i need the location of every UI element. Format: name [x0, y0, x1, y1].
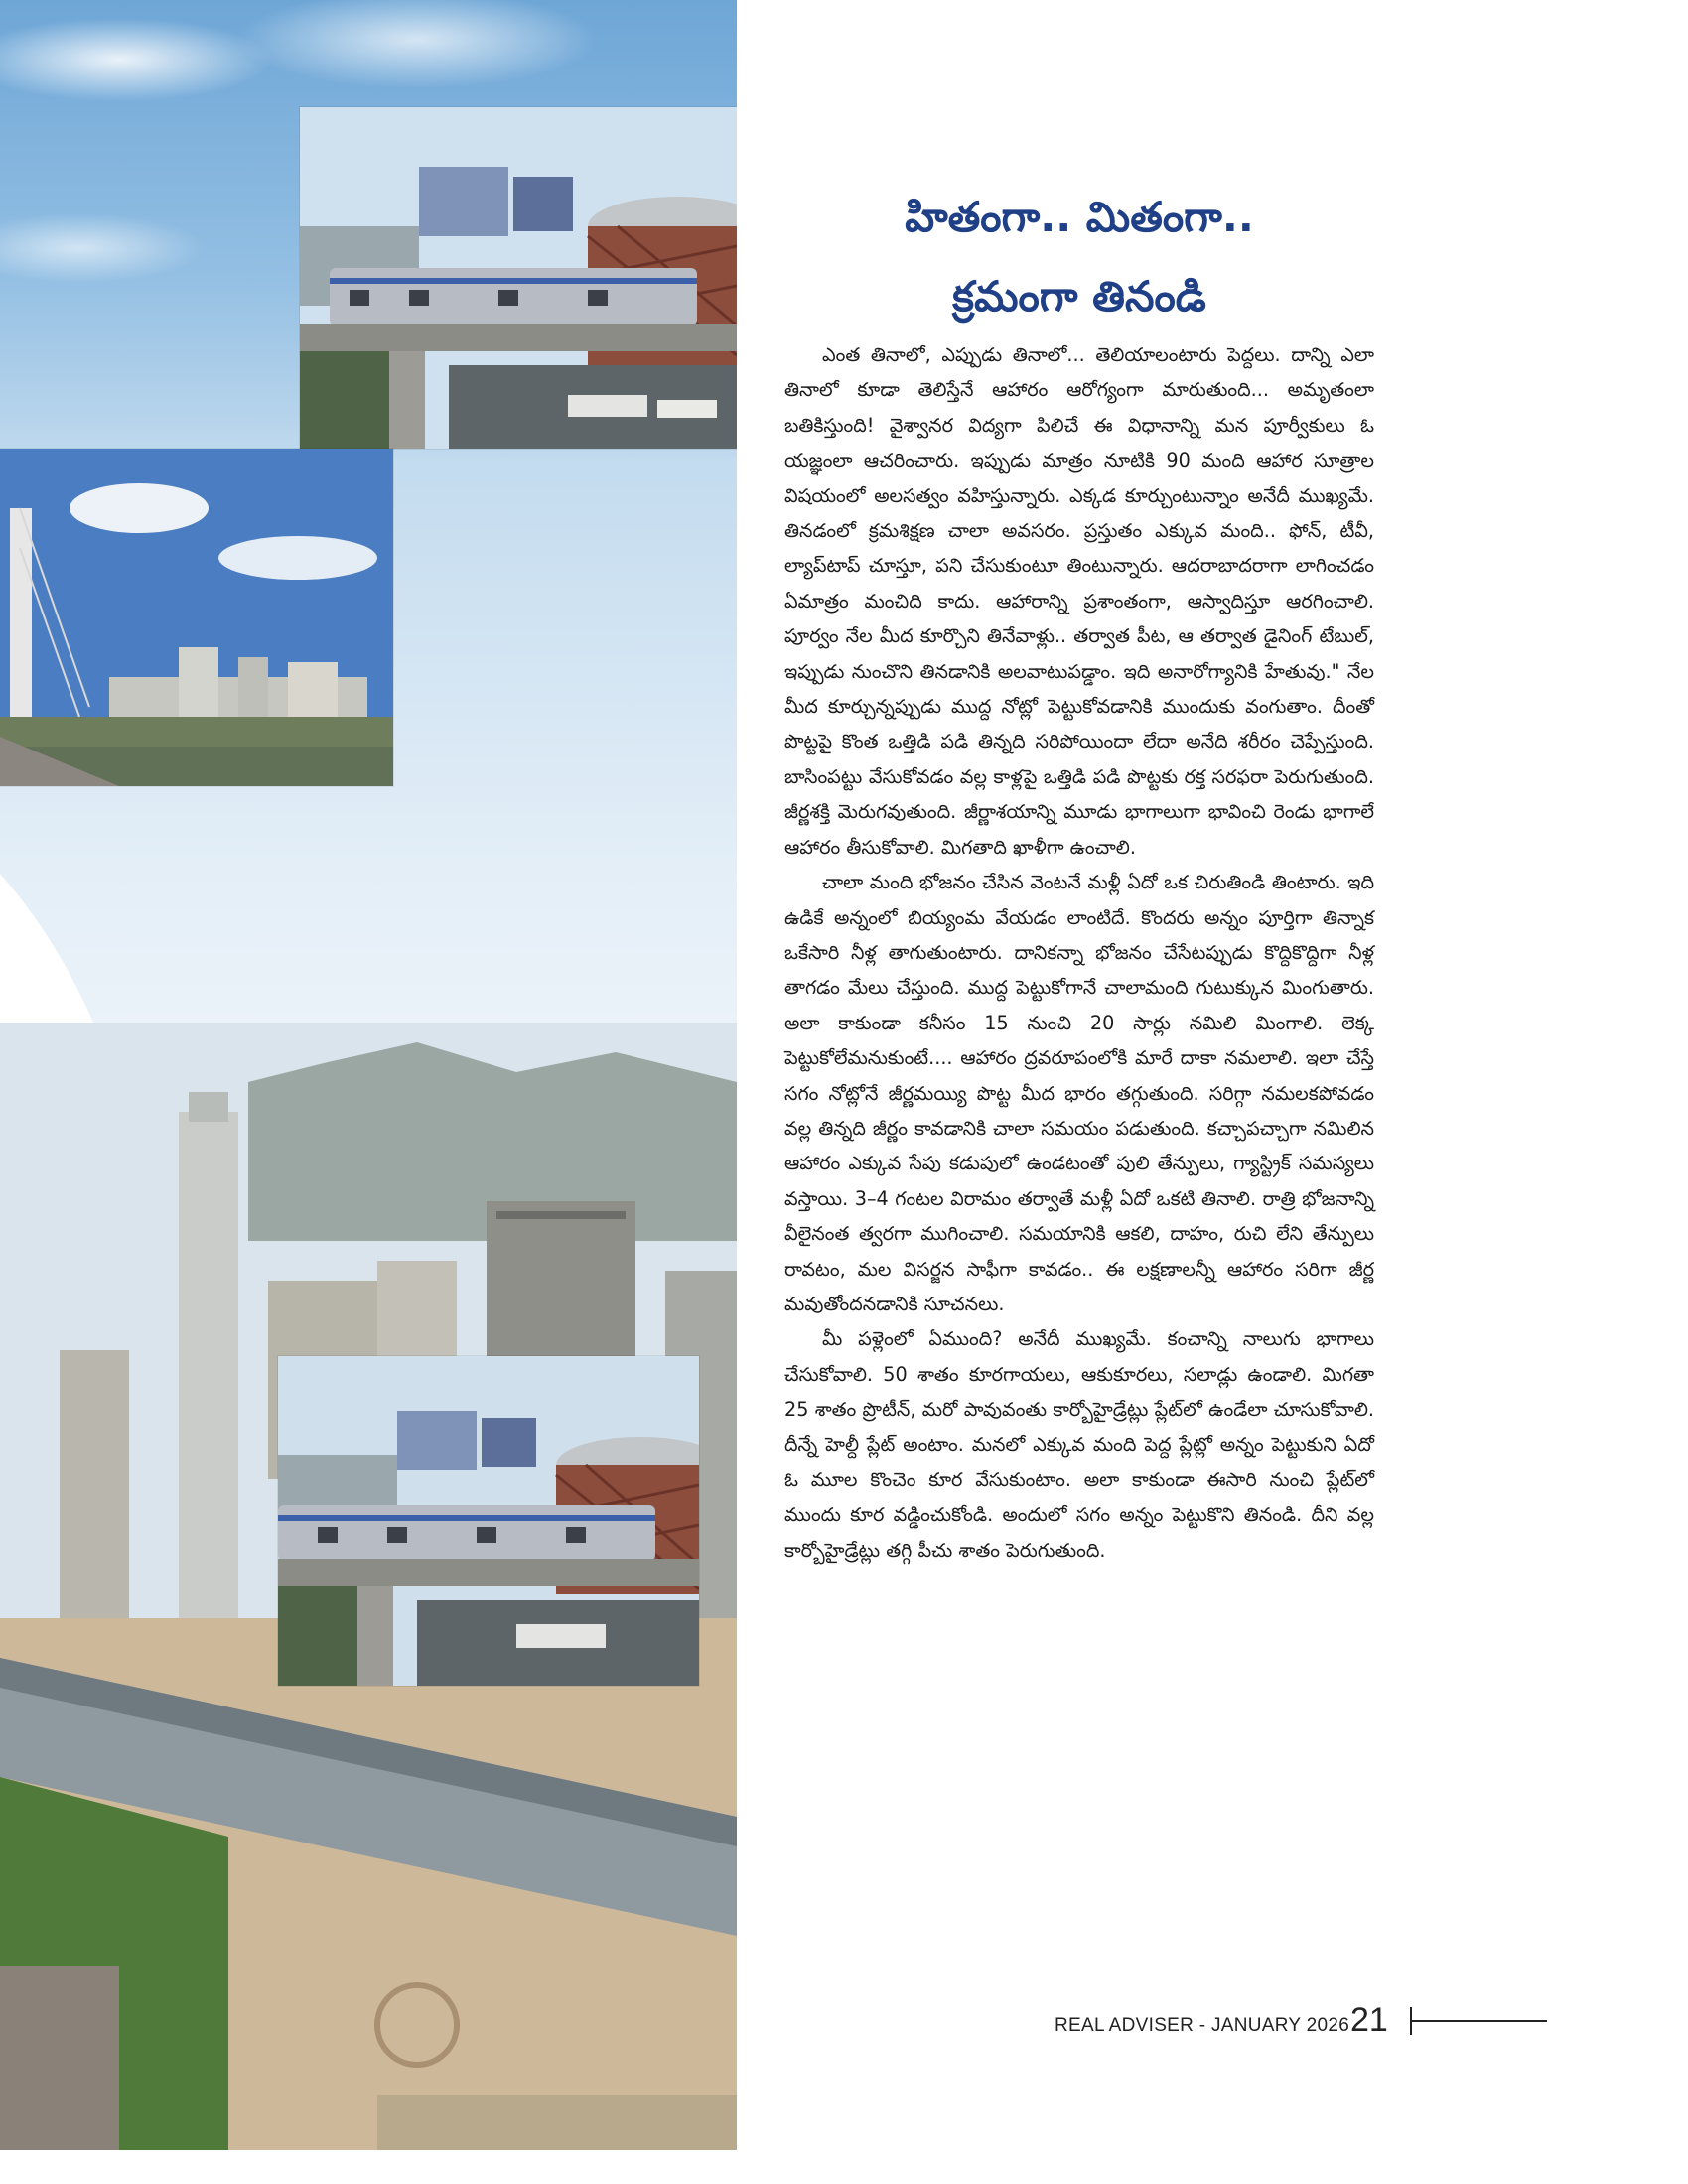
- article-title-line-2: క్రమంగా తినండి: [952, 272, 1206, 321]
- article-paragraph-2: చాలా మంది భోజనం చేసిన వెంటనే మళ్లీ ఏదో ఒక చిరుతిండి తింటారు. ఇది ఉడికే అన్నంలో బియ్యంమ వేయడం లాంటిదే. కొందరు అన్నం పూర్తిగా తిన్నాక ఒకేసారి నీళ్ల తాగుతుంటారు. దానికన్నా భోజనం చేసేటప్పుడు కొద్దికొద్దిగా నీళ్ల తాగడం మేలు చేస్తుంది. ముద్ద పెట్టుకోగానే చాలామంది గుటుక్కున మింగుతారు. అలా కాకుండా కనీసం 15 నుంచి 20 సార్లు నమిలి మింగాలి. లెక్క పెట్టుకోలేమనుకుంటే.... ఆహారం ద్రవరూపంలోకి మారే దాకా నమలాలి. ఇలా చేస్తే సగం నోట్లోనే జీర్ణమయ్యి పొట్ట మీద భారం తగ్గుతుంది. సరిగ్గా నమలకపోవడం వల్ల తిన్నది జీర్ణం కావడానికి చాలా సమయం పడుతుంది. కచ్చాపచ్చాగా నమిలిన ఆహారం ఎక్కువ సేపు కడుపులో ఉండటంతో పులి తేన్పులు, గ్యాస్ట్రిక్ సమస్యలు వస్తాయి. 3–4 గంటల విరామం తర్వాతే మళ్లీ ఏదో ఒకటి తినాలి. రాత్రి భోజనాన్ని వీలైనంత త్వరగా ముగించాలి. సమయానికి ఆకలి, దాహం, రుచి లేని తేన్పులు రావటం, మల విసర్జన సాఫీగా కావడం.. ఈ లక్షణాలన్నీ ఆహారం సరిగా జీర్ణ మవుతోందనడానికి సూచనలు.: [784, 871, 1374, 1315]
- photo-collage: [0, 0, 737, 2150]
- article-body: [784, 338, 1374, 1568]
- publication-label: REAL ADVISER - JANUARY 2026: [1055, 2015, 1350, 2036]
- metro-train-photo-top: [300, 107, 737, 449]
- page-number: 21: [1350, 2001, 1388, 2039]
- metro-train-photo-bottom: [278, 1356, 699, 1686]
- lake-skyline-photo: [0, 449, 393, 786]
- footer-rule-line: [1412, 2020, 1547, 2022]
- article: [784, 189, 1374, 1568]
- article-paragraph-3: మీ పళ్లెంలో ఏముంది? అనేదీ ముఖ్యమే. కంచాన్ని నాలుగు భాగాలు చేసుకోవాలి. 50 శాతం కూరగాయలు, ఆకుకూరలు, సలాడ్లు ఉండాలి. మిగతా 25 శాతం ప్రొటీన్, మరో పావువంతు కార్బోహైడ్రేట్లు ప్లేట్‌లో ఉండేలా చూసుకోవాలి. దీన్నే హెల్దీ ప్లేట్ అంటాం. మనలో ఎక్కువ మంది పెద్ద ప్లేట్లో అన్నం పెట్టుకుని ఏదో ఓ మూల కొంచెం కూర వేసుకుంటాం. అలా కాకుండా ఈసారి నుంచి ప్లేట్‌లో ముందు కూర వడ్డించుకోండి. అందులో సగం అన్నం పెట్టుకొని తినండి. దీని వల్ల కార్బోహైడ్రేట్లు తగ్గి పీచు శాతం పెరుగుతుంది.: [784, 1327, 1374, 1562]
- article-paragraph-1: ఎంత తినాలో, ఎప్పుడు తినాలో... తెలియాలంటారు పెద్దలు. దాన్ని ఎలా తినాలో కూడా తెలిస్తేనే ఆహారం ఆరోగ్యంగా మారుతుంది... అమృతంలా బతికిస్తుంది! వైశ్వానర విద్యగా పిలిచే ఈ విధానాన్ని మన పూర్వీకులు ఓ యజ్ఞంలా ఆచరించారు. ఇప్పుడు మాత్రం నూటికి 90 మంది ఆహార సూత్రాల విషయంలో అలసత్వం వహిస్తున్నారు. ఎక్కడ కూర్చుంటున్నాం అనేదీ ముఖ్యమే. తినడంలో క్రమశిక్షణ చాలా అవసరం. ప్రస్తుతం ఎక్కువ మంది.. ఫోన్, టీవీ, ల్యాప్‌టాప్ చూస్తూ, పని చేసుకుంటూ తింటున్నారు. ఆదరాబాదరాగా లాగించడం ఏమాత్రం మంచిది కాదు. ఆహారాన్ని ప్రశాంతంగా, ఆస్వాదిస్తూ ఆరగించాలి. పూర్వం నేల మీద కూర్చొని తినేవాళ్లు.. తర్వాత పీట, ఆ తర్వాత డైనింగ్ టేబుల్, ఇప్పుడు నుంచొని తినడానికి అలవాటుపడ్డాం. ఇది అనారోగ్యానికి హేతువు." నేల మీద కూర్చున్నప్పుడు ముద్ద నోట్లో పెట్టుకోవడానికి ముందుకు వంగుతాం. దీంతో పొట్టపై కొంత ఒత్తిడి పడి తిన్నది సరిపోయిందా లేదా అనేది శరీరం చెప్పేస్తుంది. బాసింపట్టు వేసుకోవడం వల్ల కాళ్లపై ఒత్తిడి పడి పొట్టకు రక్త సరఫరా పెరుగుతుంది. జీర్ణశక్తి మెరుగవుతుంది. జీర్ణాశయాన్ని మూడు భాగాలుగా భావించి రెండు భాగాలే ఆహారం తీసుకోవాలి. మిగతాది ఖాళీగా ఉంచాలి.: [784, 343, 1374, 859]
- article-title-line-1: హితంగా.. మితంగా..: [905, 193, 1254, 241]
